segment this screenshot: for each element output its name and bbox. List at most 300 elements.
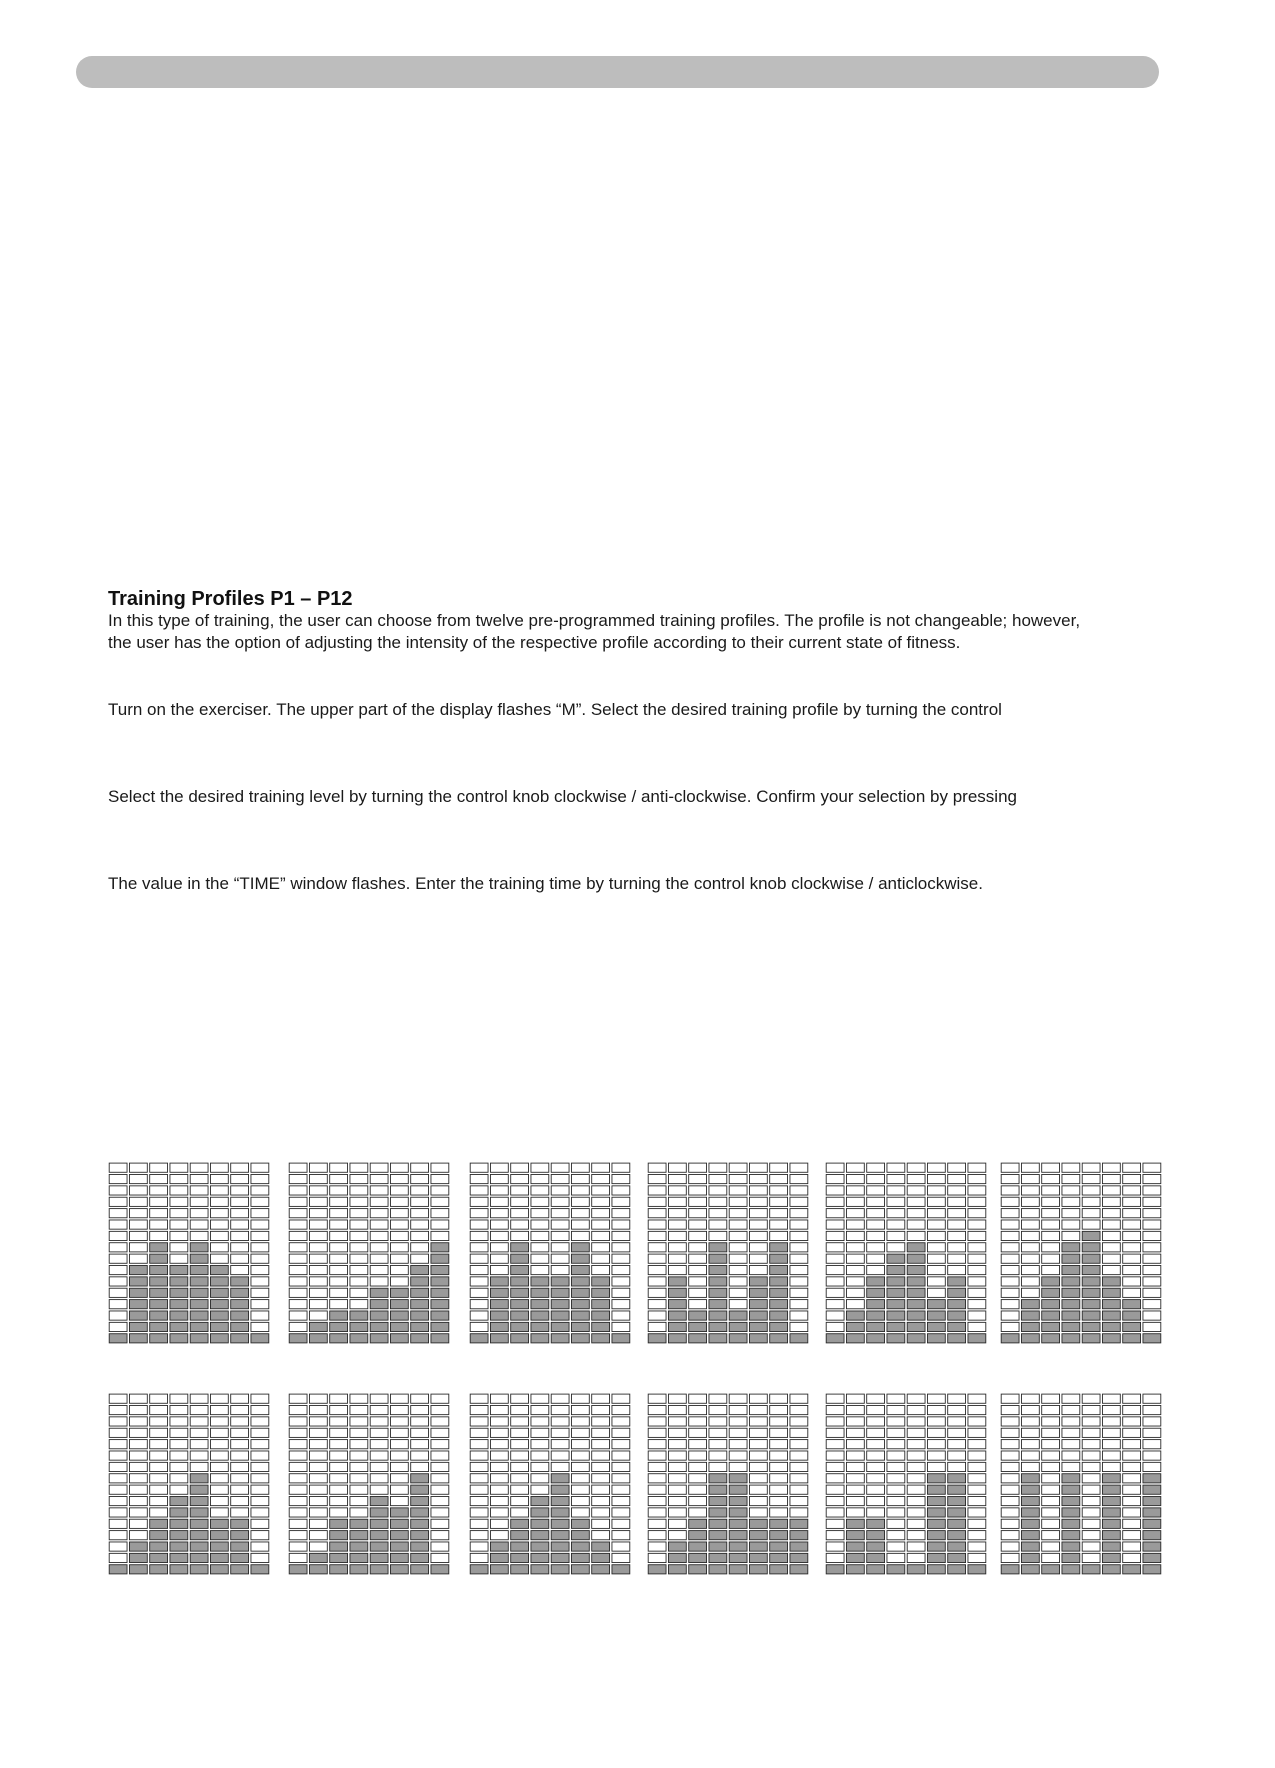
filled-segment: [551, 1474, 569, 1483]
empty-segment: [470, 1311, 488, 1320]
empty-segment: [571, 1174, 589, 1183]
empty-segment: [190, 1394, 208, 1403]
empty-segment: [689, 1277, 707, 1286]
empty-segment: [668, 1394, 686, 1403]
empty-segment: [210, 1163, 228, 1172]
empty-segment: [551, 1186, 569, 1195]
filled-segment: [390, 1288, 408, 1297]
filled-segment: [210, 1531, 228, 1540]
empty-segment: [251, 1405, 269, 1414]
empty-segment: [846, 1474, 864, 1483]
filled-segment: [846, 1553, 864, 1562]
empty-segment: [470, 1231, 488, 1240]
filled-segment: [390, 1508, 408, 1517]
filled-segment: [907, 1243, 925, 1252]
filled-segment: [1102, 1496, 1120, 1505]
empty-segment: [927, 1440, 945, 1449]
empty-segment: [411, 1174, 429, 1183]
filled-segment: [1062, 1265, 1080, 1274]
profile-bar: [511, 1394, 529, 1574]
empty-segment: [729, 1440, 747, 1449]
filled-segment: [511, 1334, 529, 1343]
empty-segment: [551, 1440, 569, 1449]
empty-segment: [129, 1209, 147, 1218]
filled-segment: [370, 1496, 388, 1505]
filled-segment: [309, 1553, 327, 1562]
empty-segment: [350, 1428, 368, 1437]
empty-segment: [846, 1265, 864, 1274]
empty-segment: [289, 1462, 307, 1471]
intro-paragraph: In this type of training, the user can choose from twelve pre-programmed training profiles. The profile is not changeable; however, the user has the option of adjusting the intensity of the respective profile according to their current state of fitness.: [108, 611, 1081, 652]
empty-segment: [309, 1163, 327, 1172]
empty-segment: [330, 1451, 348, 1460]
empty-segment: [948, 1209, 966, 1218]
empty-segment: [668, 1508, 686, 1517]
filled-segment: [927, 1496, 945, 1505]
empty-segment: [350, 1394, 368, 1403]
profile-bar: [411, 1163, 429, 1343]
profile-bar: [648, 1163, 666, 1343]
empty-segment: [826, 1542, 844, 1551]
filled-segment: [867, 1288, 885, 1297]
empty-segment: [511, 1417, 529, 1426]
empty-segment: [289, 1322, 307, 1331]
empty-segment: [251, 1254, 269, 1263]
filled-segment: [1082, 1265, 1100, 1274]
empty-segment: [1102, 1186, 1120, 1195]
filled-segment: [948, 1300, 966, 1309]
filled-segment: [1042, 1277, 1060, 1286]
filled-segment: [531, 1277, 549, 1286]
empty-segment: [1001, 1277, 1019, 1286]
empty-segment: [210, 1254, 228, 1263]
filled-segment: [846, 1519, 864, 1528]
filled-segment: [411, 1519, 429, 1528]
empty-segment: [968, 1394, 986, 1403]
empty-segment: [907, 1174, 925, 1183]
empty-segment: [129, 1254, 147, 1263]
empty-segment: [648, 1519, 666, 1528]
filled-segment: [907, 1288, 925, 1297]
empty-segment: [689, 1508, 707, 1517]
filled-segment: [1062, 1288, 1080, 1297]
filled-segment: [490, 1277, 508, 1286]
filled-segment: [411, 1474, 429, 1483]
empty-segment: [948, 1394, 966, 1403]
empty-segment: [887, 1163, 905, 1172]
empty-segment: [490, 1428, 508, 1437]
empty-segment: [210, 1508, 228, 1517]
filled-segment: [729, 1496, 747, 1505]
empty-segment: [251, 1277, 269, 1286]
filled-segment: [190, 1474, 208, 1483]
filled-segment: [129, 1322, 147, 1331]
empty-segment: [846, 1485, 864, 1494]
filled-segment: [431, 1243, 449, 1252]
empty-segment: [150, 1508, 168, 1517]
filled-segment: [190, 1508, 208, 1517]
empty-segment: [289, 1265, 307, 1274]
filled-segment: [709, 1485, 727, 1494]
empty-segment: [251, 1542, 269, 1551]
empty-segment: [129, 1519, 147, 1528]
empty-segment: [231, 1405, 249, 1414]
empty-segment: [511, 1462, 529, 1471]
empty-segment: [109, 1428, 127, 1437]
empty-segment: [968, 1311, 986, 1320]
empty-segment: [309, 1254, 327, 1263]
empty-segment: [592, 1243, 610, 1252]
empty-segment: [612, 1553, 630, 1562]
empty-segment: [350, 1496, 368, 1505]
empty-segment: [887, 1474, 905, 1483]
profile-bar: [1062, 1163, 1080, 1343]
filled-segment: [1102, 1277, 1120, 1286]
empty-segment: [490, 1485, 508, 1494]
empty-segment: [551, 1163, 569, 1172]
profile-bar: [1001, 1163, 1019, 1343]
profile-bar: [411, 1394, 429, 1574]
profile-bar: [251, 1394, 269, 1574]
empty-segment: [1123, 1485, 1141, 1494]
filled-segment: [846, 1531, 864, 1540]
profile-bar: [470, 1394, 488, 1574]
filled-segment: [350, 1553, 368, 1562]
empty-segment: [511, 1174, 529, 1183]
filled-segment: [729, 1519, 747, 1528]
empty-segment: [551, 1428, 569, 1437]
filled-segment: [370, 1334, 388, 1343]
empty-segment: [309, 1508, 327, 1517]
empty-segment: [170, 1474, 188, 1483]
empty-segment: [1042, 1254, 1060, 1263]
filled-segment: [431, 1300, 449, 1309]
empty-segment: [1123, 1542, 1141, 1551]
filled-segment: [709, 1322, 727, 1331]
empty-segment: [1062, 1197, 1080, 1206]
empty-segment: [749, 1186, 767, 1195]
empty-segment: [826, 1428, 844, 1437]
empty-segment: [1021, 1428, 1039, 1437]
empty-segment: [790, 1163, 808, 1172]
empty-segment: [390, 1186, 408, 1195]
empty-segment: [749, 1163, 767, 1172]
filled-segment: [1082, 1231, 1100, 1240]
empty-segment: [1042, 1417, 1060, 1426]
empty-segment: [612, 1243, 630, 1252]
empty-segment: [350, 1231, 368, 1240]
empty-segment: [826, 1163, 844, 1172]
profile-chart-p4: [647, 1162, 809, 1344]
filled-segment: [770, 1334, 788, 1343]
empty-segment: [1123, 1508, 1141, 1517]
empty-segment: [867, 1231, 885, 1240]
empty-segment: [289, 1277, 307, 1286]
empty-segment: [309, 1542, 327, 1551]
empty-segment: [846, 1440, 864, 1449]
empty-segment: [289, 1174, 307, 1183]
empty-segment: [927, 1394, 945, 1403]
filled-segment: [1143, 1531, 1161, 1540]
filled-segment: [648, 1334, 666, 1343]
filled-segment: [511, 1565, 529, 1574]
filled-segment: [1021, 1334, 1039, 1343]
empty-segment: [350, 1163, 368, 1172]
empty-segment: [1021, 1440, 1039, 1449]
filled-segment: [210, 1542, 228, 1551]
empty-segment: [390, 1254, 408, 1263]
filled-segment: [289, 1334, 307, 1343]
empty-segment: [648, 1265, 666, 1274]
empty-segment: [948, 1428, 966, 1437]
empty-segment: [251, 1197, 269, 1206]
empty-segment: [709, 1209, 727, 1218]
filled-segment: [1082, 1288, 1100, 1297]
filled-segment: [1082, 1311, 1100, 1320]
filled-segment: [571, 1300, 589, 1309]
filled-segment: [1021, 1322, 1039, 1331]
empty-segment: [887, 1209, 905, 1218]
profile-bar: [210, 1163, 228, 1343]
empty-segment: [790, 1265, 808, 1274]
filled-segment: [948, 1277, 966, 1286]
empty-segment: [1042, 1405, 1060, 1414]
filled-segment: [531, 1300, 549, 1309]
empty-segment: [968, 1265, 986, 1274]
filled-segment: [330, 1542, 348, 1551]
empty-segment: [1042, 1428, 1060, 1437]
filled-segment: [887, 1565, 905, 1574]
filled-segment: [150, 1277, 168, 1286]
profile-bar: [490, 1394, 508, 1574]
filled-segment: [551, 1553, 569, 1562]
empty-segment: [431, 1531, 449, 1540]
empty-segment: [689, 1428, 707, 1437]
empty-segment: [1062, 1394, 1080, 1403]
empty-segment: [1102, 1174, 1120, 1183]
filled-segment: [1062, 1334, 1080, 1343]
filled-segment: [350, 1334, 368, 1343]
empty-segment: [190, 1220, 208, 1229]
filled-segment: [689, 1542, 707, 1551]
empty-segment: [1102, 1220, 1120, 1229]
filled-segment: [749, 1531, 767, 1540]
filled-segment: [1062, 1474, 1080, 1483]
empty-segment: [370, 1174, 388, 1183]
empty-segment: [431, 1405, 449, 1414]
empty-segment: [770, 1231, 788, 1240]
empty-segment: [490, 1531, 508, 1540]
empty-segment: [770, 1485, 788, 1494]
empty-segment: [470, 1197, 488, 1206]
filled-segment: [749, 1542, 767, 1551]
filled-segment: [867, 1334, 885, 1343]
empty-segment: [330, 1394, 348, 1403]
profile-bar: [390, 1394, 408, 1574]
empty-segment: [309, 1311, 327, 1320]
filled-segment: [170, 1542, 188, 1551]
filled-segment: [231, 1519, 249, 1528]
empty-segment: [511, 1405, 529, 1414]
empty-segment: [1042, 1231, 1060, 1240]
empty-segment: [648, 1451, 666, 1460]
filled-segment: [1021, 1311, 1039, 1320]
filled-segment: [190, 1265, 208, 1274]
empty-segment: [1143, 1265, 1161, 1274]
empty-segment: [846, 1243, 864, 1252]
empty-segment: [1143, 1254, 1161, 1263]
empty-segment: [648, 1553, 666, 1562]
filled-segment: [470, 1565, 488, 1574]
empty-segment: [350, 1209, 368, 1218]
empty-segment: [1143, 1451, 1161, 1460]
empty-segment: [867, 1417, 885, 1426]
filled-segment: [411, 1553, 429, 1562]
profile-bar: [150, 1163, 168, 1343]
filled-segment: [190, 1243, 208, 1252]
filled-segment: [231, 1277, 249, 1286]
filled-segment: [907, 1300, 925, 1309]
empty-segment: [330, 1277, 348, 1286]
filled-segment: [190, 1254, 208, 1263]
empty-segment: [1062, 1405, 1080, 1414]
filled-segment: [907, 1334, 925, 1343]
empty-segment: [531, 1209, 549, 1218]
empty-segment: [1042, 1531, 1060, 1540]
header-bar: [76, 56, 1159, 88]
empty-segment: [210, 1405, 228, 1414]
empty-segment: [1042, 1163, 1060, 1172]
empty-segment: [770, 1451, 788, 1460]
empty-segment: [170, 1417, 188, 1426]
empty-segment: [968, 1243, 986, 1252]
filled-segment: [1021, 1474, 1039, 1483]
empty-segment: [1123, 1462, 1141, 1471]
empty-segment: [390, 1394, 408, 1403]
empty-segment: [729, 1405, 747, 1414]
empty-segment: [749, 1451, 767, 1460]
filled-segment: [551, 1542, 569, 1551]
empty-segment: [390, 1220, 408, 1229]
filled-segment: [729, 1322, 747, 1331]
empty-segment: [210, 1485, 228, 1494]
filled-segment: [129, 1265, 147, 1274]
filled-segment: [709, 1243, 727, 1252]
empty-segment: [968, 1553, 986, 1562]
empty-segment: [551, 1254, 569, 1263]
filled-segment: [1102, 1474, 1120, 1483]
profile-bar: [190, 1394, 208, 1574]
filled-segment: [551, 1565, 569, 1574]
empty-segment: [790, 1197, 808, 1206]
empty-segment: [1082, 1186, 1100, 1195]
empty-segment: [170, 1186, 188, 1195]
empty-segment: [592, 1485, 610, 1494]
profile-bar: [390, 1163, 408, 1343]
empty-segment: [846, 1186, 864, 1195]
empty-segment: [1062, 1174, 1080, 1183]
filled-segment: [968, 1565, 986, 1574]
filled-segment: [887, 1300, 905, 1309]
empty-segment: [1042, 1220, 1060, 1229]
empty-segment: [668, 1220, 686, 1229]
empty-segment: [1082, 1496, 1100, 1505]
empty-segment: [251, 1394, 269, 1403]
filled-segment: [729, 1565, 747, 1574]
filled-segment: [490, 1553, 508, 1562]
empty-segment: [907, 1231, 925, 1240]
empty-segment: [592, 1209, 610, 1218]
empty-segment: [1102, 1451, 1120, 1460]
filled-segment: [571, 1243, 589, 1252]
empty-segment: [749, 1231, 767, 1240]
filled-segment: [490, 1542, 508, 1551]
filled-segment: [770, 1531, 788, 1540]
empty-segment: [531, 1417, 549, 1426]
filled-segment: [231, 1553, 249, 1562]
profile-bar: [309, 1163, 327, 1343]
empty-segment: [330, 1508, 348, 1517]
filled-segment: [150, 1322, 168, 1331]
empty-segment: [887, 1485, 905, 1494]
empty-segment: [470, 1174, 488, 1183]
empty-segment: [210, 1417, 228, 1426]
empty-segment: [592, 1428, 610, 1437]
empty-segment: [826, 1277, 844, 1286]
profile-bar: [826, 1394, 844, 1574]
filled-segment: [330, 1553, 348, 1562]
empty-segment: [470, 1508, 488, 1517]
filled-segment: [1042, 1300, 1060, 1309]
filled-segment: [668, 1565, 686, 1574]
filled-segment: [571, 1542, 589, 1551]
filled-segment: [612, 1334, 630, 1343]
empty-segment: [592, 1417, 610, 1426]
empty-segment: [330, 1186, 348, 1195]
empty-segment: [490, 1519, 508, 1528]
empty-segment: [790, 1231, 808, 1240]
filled-segment: [370, 1531, 388, 1540]
profile-bar: [551, 1163, 569, 1343]
empty-segment: [1001, 1496, 1019, 1505]
empty-segment: [1123, 1277, 1141, 1286]
empty-segment: [1001, 1542, 1019, 1551]
empty-segment: [1042, 1243, 1060, 1252]
empty-segment: [1021, 1394, 1039, 1403]
filled-segment: [770, 1519, 788, 1528]
empty-segment: [612, 1288, 630, 1297]
filled-segment: [1062, 1496, 1080, 1505]
empty-segment: [1042, 1186, 1060, 1195]
filled-segment: [887, 1288, 905, 1297]
filled-segment: [251, 1334, 269, 1343]
empty-segment: [612, 1428, 630, 1437]
filled-segment: [390, 1542, 408, 1551]
filled-segment: [551, 1300, 569, 1309]
empty-segment: [648, 1508, 666, 1517]
empty-segment: [330, 1288, 348, 1297]
profile-chart-p10: [647, 1393, 809, 1575]
filled-segment: [210, 1265, 228, 1274]
empty-segment: [749, 1394, 767, 1403]
empty-segment: [531, 1428, 549, 1437]
filled-segment: [231, 1531, 249, 1540]
empty-segment: [129, 1462, 147, 1471]
empty-segment: [309, 1300, 327, 1309]
filled-segment: [709, 1474, 727, 1483]
empty-segment: [109, 1209, 127, 1218]
empty-segment: [231, 1428, 249, 1437]
